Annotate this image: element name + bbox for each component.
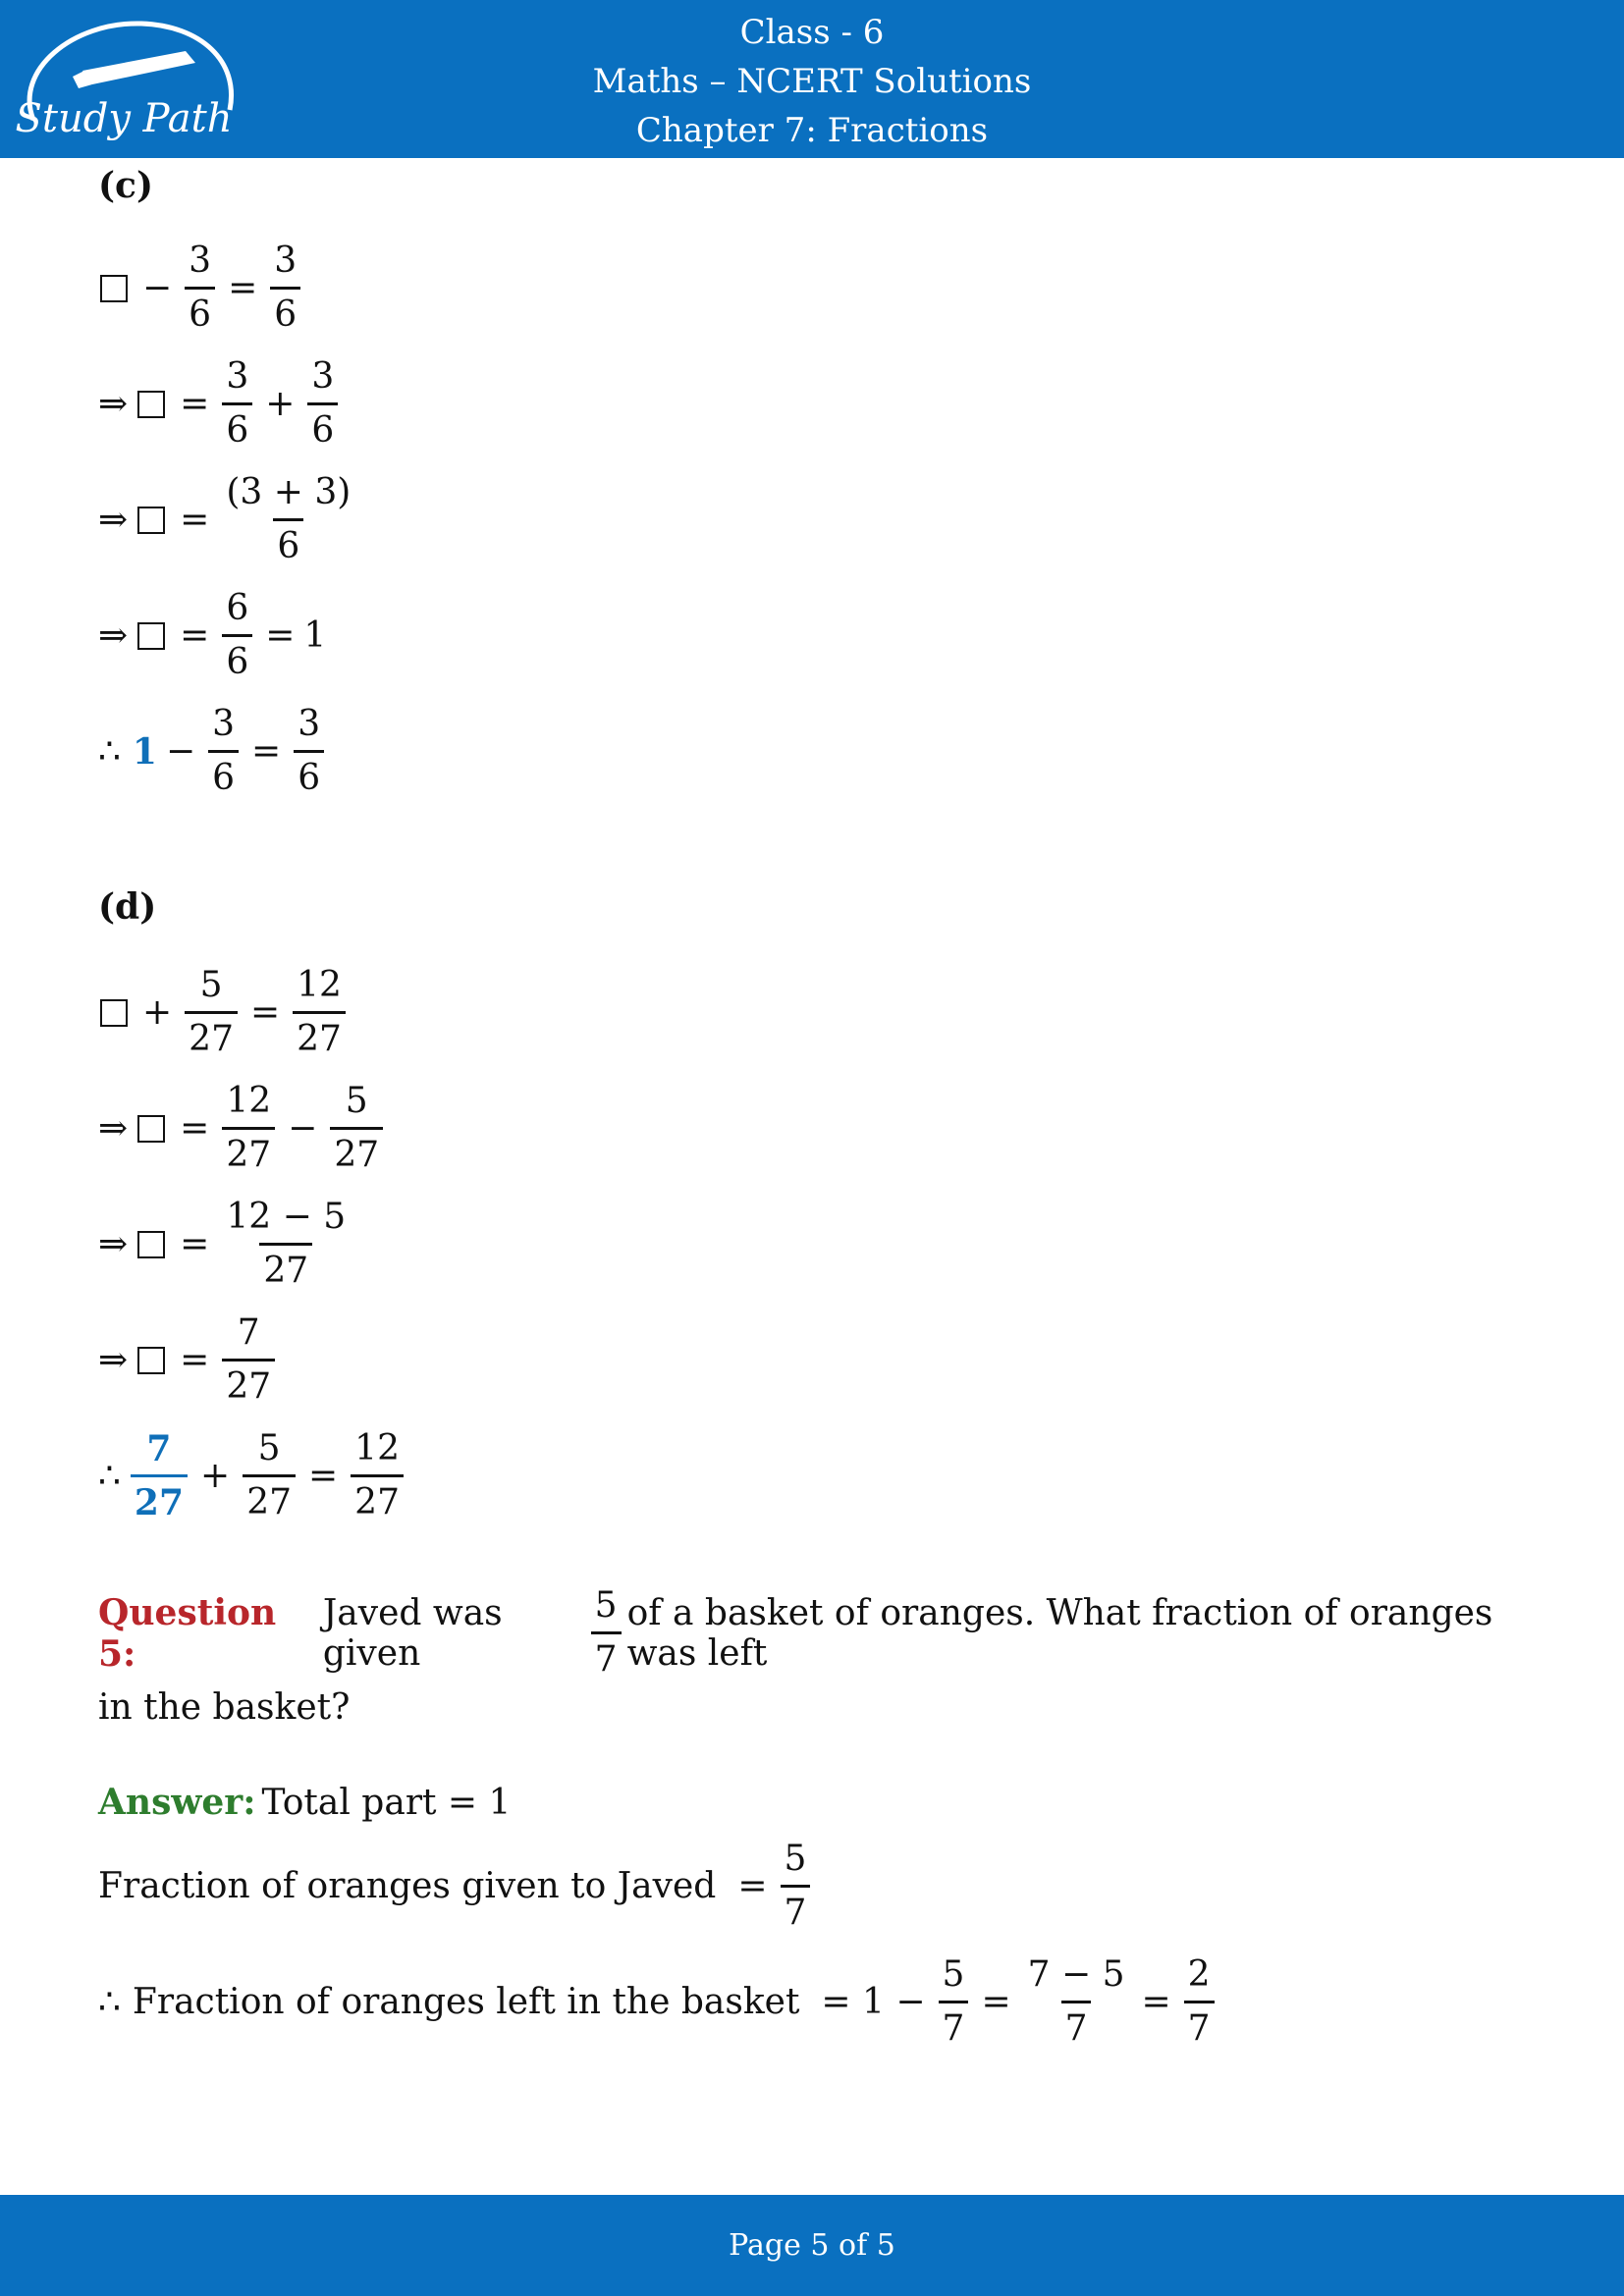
blank-box — [137, 391, 165, 418]
question-line-2: in the basket? — [98, 1687, 351, 1728]
page-header — [0, 0, 1624, 158]
header-chapter: Chapter 7: Fractions — [635, 111, 989, 150]
answer-line-2: Fraction of oranges given to Javed = $\frac{5}{7}$ — [98, 1834, 814, 1939]
c-line-3: ⇒ = $\frac{(3 + 3)}{6}$ — [98, 467, 358, 572]
d-line-4: ⇒ = $\frac{7}{27}$ — [98, 1308, 279, 1413]
c-line-2: ⇒ = $\frac{3}{6}$ + $\frac{3}{6}$ — [98, 351, 342, 456]
blank-box — [137, 1115, 165, 1143]
header-subject: Maths – NCERT Solutions — [592, 62, 1032, 101]
blank-box — [137, 622, 165, 650]
answer-line-3: ∴ Fraction of oranges left in the basket = 1 − $\frac{5}{7}$ = $\frac{7 - 5}{7}$ = $\frac{2}{7}$ — [98, 1949, 1218, 2055]
question-label: Question 5: — [98, 1591, 277, 1675]
part-d-label: (d) — [98, 886, 157, 928]
c-line-5: ∴ 1 − $\frac{3}{6}$ = $\frac{3}{6}$ — [98, 699, 328, 804]
page-footer — [0, 2195, 1624, 2296]
answer-line-1: Answer: Total part = 1 — [98, 1782, 512, 1823]
d-line-2: ⇒ = $\frac{12}{27}$ − $\frac{5}{27}$ — [98, 1076, 387, 1181]
d-answer: $\frac{7}{27}$ — [131, 1423, 188, 1528]
d-line-5: ∴ $\frac{7}{27}$ + $\frac{5}{27}$ = $\frac{12}{27}$ — [98, 1423, 407, 1528]
header-class: Class - 6 — [739, 13, 885, 52]
d-line-1: + $\frac{5}{27}$ = $\frac{12}{27}$ — [98, 960, 350, 1065]
question-5: Question 5: Javed was given $\frac{5}{7}$ of a basket of oranges. What fraction of oranges was left in the basket? — [98, 1580, 1551, 1728]
blank-box — [137, 1347, 165, 1374]
d-line-3: ⇒ = $\frac{12 - 5}{27}$ — [98, 1192, 353, 1297]
blank-box — [100, 999, 128, 1027]
blank-box — [137, 507, 165, 534]
page-number: Page 5 of 5 — [729, 2228, 895, 2263]
c-line-4: ⇒ = $\frac{6}{6}$ = 1 — [98, 583, 326, 688]
c-answer: 1 — [132, 730, 157, 773]
blank-box — [137, 1231, 165, 1258]
blank-box — [100, 275, 128, 302]
svg-text:Study Path: Study Path — [15, 96, 233, 141]
c-line-1: − $\frac{3}{6}$ = $\frac{3}{6}$ — [98, 236, 304, 341]
part-c-label: (c) — [98, 165, 153, 206]
answer-label: Answer: — [98, 1782, 256, 1823]
